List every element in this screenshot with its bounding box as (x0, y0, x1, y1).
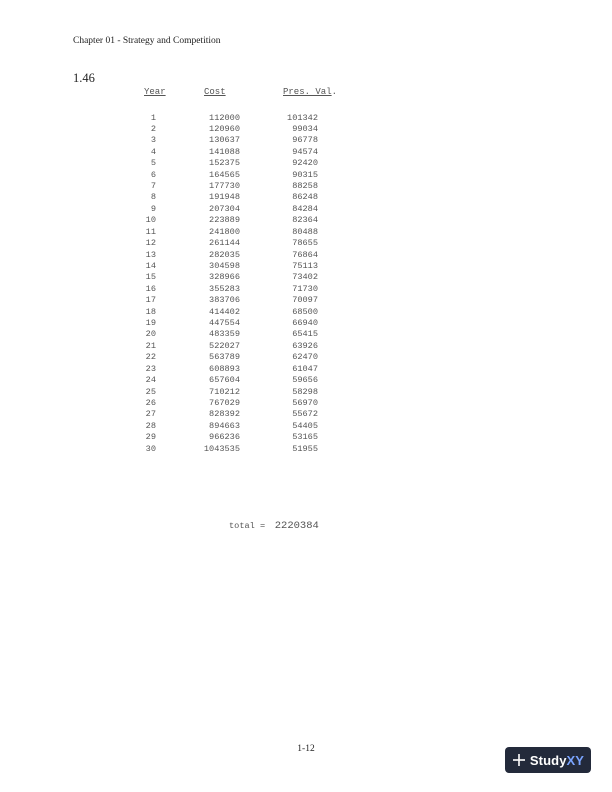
plus-icon (512, 753, 526, 767)
brand-name: StudyXY (529, 752, 585, 768)
present-value-cell: 63926 (292, 340, 318, 351)
present-value-cell: 78655 (292, 238, 318, 249)
cost-cell: 141088 (209, 146, 240, 157)
year-cell: 29 (145, 432, 156, 443)
column-header-cost: Cost (204, 87, 226, 97)
cost-cell: 328966 (209, 272, 240, 283)
year-cell: 26 (145, 398, 156, 408)
cost-cell: 304598 (209, 260, 240, 271)
table-row (0, 158, 612, 169)
table-row (0, 444, 612, 455)
year-cell: 22 (145, 352, 156, 363)
present-value-cell: 73402 (292, 272, 318, 283)
present-value-cell: 101342 (287, 112, 318, 123)
present-value-cell: 70097 (292, 295, 318, 306)
present-value-cell: 88258 (292, 181, 318, 192)
table-row (0, 204, 612, 215)
table-row (0, 341, 612, 352)
cost-cell: 966236 (209, 432, 240, 443)
present-value-cell: 61047 (292, 363, 318, 374)
present-value-cell: 84284 (292, 203, 318, 214)
total-line (229, 515, 319, 533)
table-row (0, 409, 612, 420)
present-value-cell: 82364 (292, 215, 318, 226)
cost-cell: 414402 (209, 306, 240, 317)
table-row (0, 238, 612, 249)
table-row (0, 135, 612, 146)
column-header-year: Year (144, 87, 166, 97)
column-header-present-value: Pres. Val. (283, 87, 338, 97)
year-cell: 18 (145, 306, 156, 317)
cost-cell: 282035 (209, 249, 240, 260)
cost-cell: 563789 (209, 352, 240, 363)
cost-cell: 223889 (209, 215, 240, 226)
problem-number: 1.46 (73, 71, 95, 85)
year-cell: 12 (145, 238, 156, 249)
present-value-cell: 94574 (292, 146, 318, 157)
cost-cell: 710212 (209, 386, 240, 397)
present-value-cell: 58298 (292, 386, 318, 397)
present-value-cell: 66940 (292, 318, 318, 329)
present-value-cell: 56970 (292, 398, 318, 408)
present-value-cell: 96778 (292, 135, 318, 146)
present-value-cell: 80488 (292, 226, 318, 237)
present-value-cell: 75113 (292, 260, 318, 271)
cost-cell: 1043535 (203, 443, 240, 454)
year-cell: 7 (150, 181, 156, 192)
present-value-cell: 99034 (292, 123, 318, 134)
year-cell: 21 (145, 340, 156, 351)
cost-cell: 207304 (209, 203, 240, 214)
year-cell: 17 (145, 295, 156, 306)
table-row (0, 329, 612, 340)
year-cell: 14 (145, 260, 156, 271)
present-value-cell: 71730 (292, 283, 318, 294)
cost-cell: 177730 (209, 181, 240, 192)
cost-cell: 261144 (209, 238, 240, 249)
present-value-cell: 68500 (292, 306, 318, 317)
year-cell: 6 (150, 169, 156, 180)
table-row (0, 124, 612, 135)
cost-cell: 894663 (209, 420, 240, 431)
present-value-cell: 59656 (292, 375, 318, 386)
cost-cell: 120960 (209, 123, 240, 134)
table-row (0, 284, 612, 295)
year-cell: 24 (145, 375, 156, 386)
cost-cell: 383706 (209, 295, 240, 306)
present-value-cell: 86248 (292, 192, 318, 203)
cost-cell: 130637 (209, 135, 240, 146)
cost-cell: 447554 (209, 318, 240, 329)
present-value-cell: 76864 (292, 249, 318, 260)
table-row (0, 192, 612, 203)
cost-cell: 767029 (209, 398, 240, 408)
year-cell: 30 (145, 443, 156, 454)
table-row (0, 113, 612, 124)
cost-cell: 355283 (209, 283, 240, 294)
cost-cell: 112000 (209, 112, 240, 123)
cost-cell: 608893 (209, 363, 240, 374)
year-cell: 10 (145, 215, 156, 226)
present-value-cell: 54405 (292, 420, 318, 431)
table-row (0, 295, 612, 306)
present-value-cell: 65415 (292, 329, 318, 340)
present-value-cell: 92420 (292, 158, 318, 169)
year-cell: 16 (145, 283, 156, 294)
year-cell: 2 (150, 123, 156, 134)
year-cell: 15 (145, 272, 156, 283)
table-row (0, 352, 612, 363)
table-row (0, 250, 612, 261)
present-value-cell: 51955 (292, 443, 318, 454)
year-cell: 13 (145, 249, 156, 260)
table-row (0, 261, 612, 272)
present-value-cell: 90315 (292, 169, 318, 180)
cost-cell: 191948 (209, 192, 240, 203)
table-row (0, 375, 612, 386)
year-cell: 1 (150, 112, 156, 123)
year-cell: 23 (145, 363, 156, 374)
cost-cell: 522027 (209, 340, 240, 351)
table-row (0, 147, 612, 158)
year-cell: 25 (145, 386, 156, 397)
year-cell: 19 (145, 318, 156, 329)
table-row (0, 272, 612, 283)
year-cell: 8 (150, 192, 156, 203)
year-cell: 27 (145, 409, 156, 420)
table-row (0, 227, 612, 238)
table-row (0, 398, 612, 409)
year-cell: 20 (145, 329, 156, 340)
year-cell: 4 (150, 146, 156, 157)
page-number: 1-12 (297, 744, 315, 754)
cost-cell: 657604 (209, 375, 240, 386)
year-cell: 5 (150, 158, 156, 169)
table-row (0, 387, 612, 398)
present-value-cell: 53165 (292, 432, 318, 443)
cost-cell: 152375 (209, 158, 240, 169)
cost-cell: 241800 (209, 226, 240, 237)
table-row (0, 215, 612, 226)
table-row (0, 421, 612, 432)
chapter-header: Chapter 01 - Strategy and Competition (73, 36, 221, 46)
present-value-cell: 55672 (292, 409, 318, 420)
year-cell: 3 (150, 135, 156, 146)
total-value: 2220384 (274, 520, 319, 532)
present-value-cell: 62470 (292, 352, 318, 363)
year-cell: 11 (145, 226, 156, 237)
studyxy-logo (505, 747, 591, 773)
cost-cell: 483359 (209, 329, 240, 340)
year-cell: 9 (150, 203, 156, 214)
cost-cell: 164565 (209, 169, 240, 180)
table-row (0, 307, 612, 318)
year-cell: 28 (145, 420, 156, 431)
table-row (0, 364, 612, 375)
table-row (0, 170, 612, 181)
table-row (0, 432, 612, 443)
table-row (0, 181, 612, 192)
total-label: total = (229, 521, 266, 531)
cost-cell: 828392 (209, 409, 240, 420)
table-row (0, 318, 612, 329)
